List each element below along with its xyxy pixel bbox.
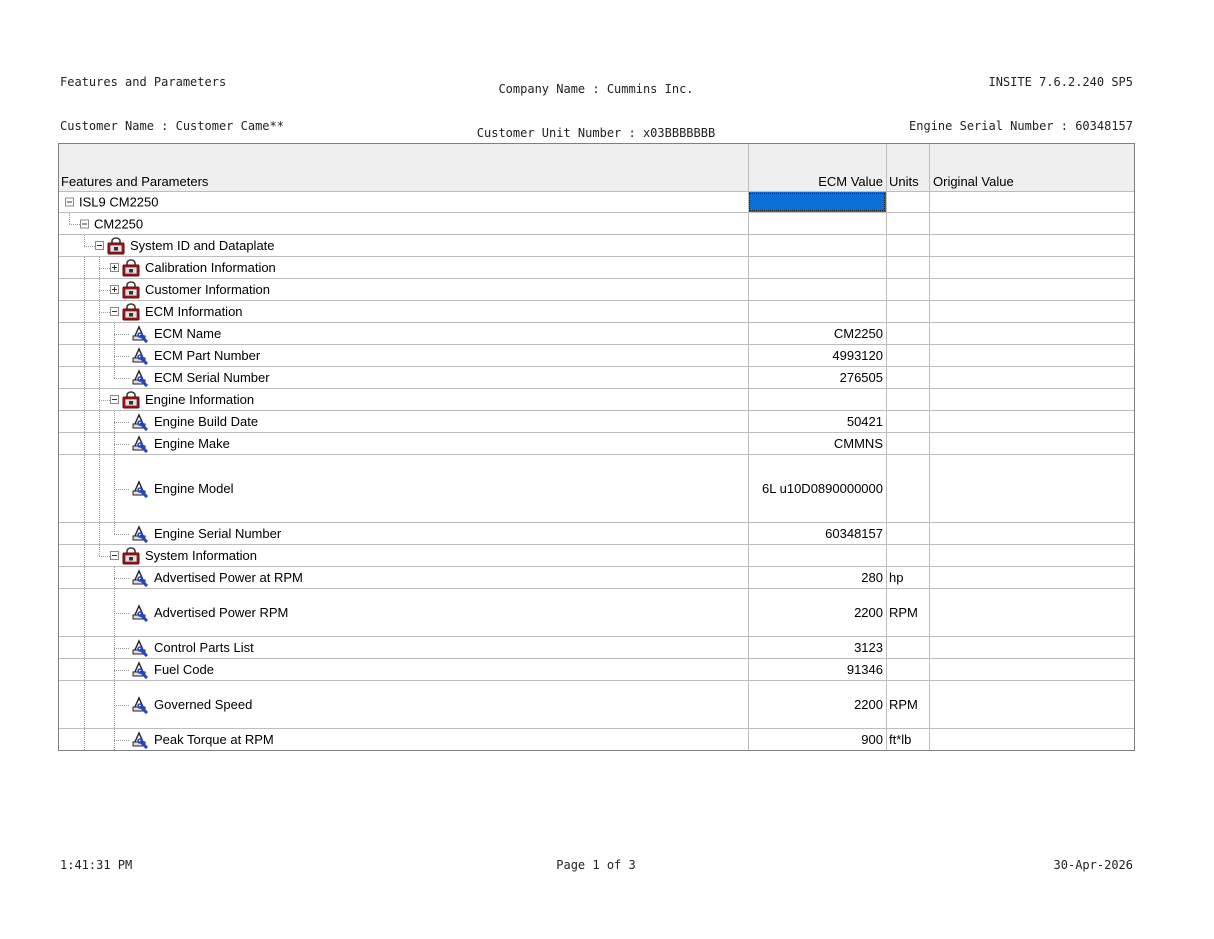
tree-cell[interactable] <box>59 545 748 566</box>
tree-cell[interactable] <box>59 192 748 212</box>
tree-branch-line <box>114 637 115 658</box>
tree-guide-line <box>99 433 100 454</box>
tree-cell[interactable] <box>59 659 748 680</box>
footer-time: 1:41:31 PM <box>60 858 133 872</box>
tree-cell[interactable] <box>59 367 748 388</box>
tree-connector-line <box>69 224 80 225</box>
parameter-wrench-icon <box>131 731 149 749</box>
tree-guide-line <box>114 681 115 728</box>
customer-unit-number: Customer Unit Number : x03BBBBBBB <box>476 125 716 140</box>
ecm-value-cell[interactable] <box>748 257 886 278</box>
parameter-wrench-icon <box>131 604 149 622</box>
tree-branch-line <box>99 279 100 300</box>
tree-guide-line <box>99 323 100 344</box>
units-cell <box>886 192 929 212</box>
table-row[interactable] <box>59 728 1134 750</box>
table-header-row <box>59 144 1134 191</box>
tree-guide-line <box>84 523 85 544</box>
tree-node-label: Governed Speed <box>154 697 253 712</box>
original-value-cell <box>929 545 1134 566</box>
tree-branch-line <box>114 345 115 366</box>
tree-guide-line <box>84 367 85 388</box>
original-value-cell <box>929 323 1134 344</box>
original-value-cell <box>929 235 1134 256</box>
original-value-cell <box>929 523 1134 544</box>
ecm-value-cell[interactable] <box>748 301 886 322</box>
ecm-value-cell[interactable]: 50421 <box>748 411 886 432</box>
customer-name: Customer Name : Customer Came** <box>60 118 284 133</box>
table-row[interactable] <box>59 212 1134 234</box>
ecm-value-cell[interactable]: 3123 <box>748 637 886 658</box>
tree-node-label: Peak Torque at RPM <box>154 732 274 747</box>
tree-node-label: Calibration Information <box>145 260 276 275</box>
units-cell <box>886 213 929 234</box>
parameter-wrench-icon <box>131 569 149 587</box>
table-row[interactable] <box>59 191 1134 212</box>
tree-node-label: System Information <box>145 548 257 563</box>
tree-guides <box>59 192 748 212</box>
tree-guide-line <box>84 637 85 658</box>
tree-branch-line <box>114 659 115 680</box>
tree-node-engine-build-date[interactable] <box>131 413 258 431</box>
units-cell <box>886 545 929 566</box>
original-value-cell <box>929 411 1134 432</box>
tree-connector-line <box>84 246 95 247</box>
tree-connector-line <box>114 613 129 614</box>
tree-guide-line <box>114 729 115 750</box>
tree-branch-line <box>99 301 100 322</box>
footer-date: 30-Apr-2026 <box>1053 858 1133 872</box>
table-row[interactable] <box>59 344 1134 366</box>
tree-connector-line <box>114 705 129 706</box>
tree-node-label: ECM Name <box>154 326 222 341</box>
tree-node-fuel-code[interactable] <box>131 661 214 679</box>
ecm-value-cell[interactable]: 60348157 <box>748 523 886 544</box>
tree-guide-line <box>84 589 85 636</box>
tree-guide-line <box>99 367 100 388</box>
tree-node-system-information[interactable] <box>110 547 257 565</box>
original-value-cell <box>929 257 1134 278</box>
tree-cell[interactable] <box>59 323 748 344</box>
tree-node-advertised-power-rpm[interactable] <box>131 604 288 622</box>
tree-cell[interactable] <box>59 389 748 410</box>
tree-branch-line <box>114 729 115 740</box>
tree-branch-line <box>84 235 85 246</box>
tree-guide-line <box>84 433 85 454</box>
tree-node-control-parts-list[interactable] <box>131 639 254 657</box>
tree-branch-line <box>114 523 115 534</box>
tree-guide-line <box>99 455 100 522</box>
original-value-cell <box>929 681 1134 728</box>
tree-branch-line <box>114 411 115 432</box>
company-name: Company Name : Cummins Inc. <box>498 82 694 96</box>
units-cell <box>886 323 929 344</box>
tree-node-engine-model[interactable] <box>131 480 234 498</box>
units-cell <box>886 367 929 388</box>
tree-branch-line <box>69 213 70 224</box>
tree-node-label: Customer Information <box>145 282 270 297</box>
locked-folder-icon <box>122 547 140 565</box>
units-cell <box>886 345 929 366</box>
tree-branch-line <box>114 681 115 728</box>
parameter-wrench-icon <box>131 480 149 498</box>
tree-node-label: Advertised Power at RPM <box>154 570 303 585</box>
tree-guide-line <box>99 411 100 432</box>
insite-version: INSITE 7.6.2.240 SP5 <box>988 75 1133 89</box>
tree-connector-line <box>114 356 129 357</box>
tree-connector-line <box>99 268 110 269</box>
tree-connector-line <box>114 334 129 335</box>
tree-guide-line <box>99 523 100 544</box>
ecm-value-cell[interactable]: 2200 <box>748 681 886 728</box>
report-title: Features and Parameters <box>60 75 227 89</box>
tree-guide-line <box>114 567 115 588</box>
units-cell <box>886 637 929 658</box>
ecm-value-cell[interactable] <box>748 279 886 300</box>
tree-guide-line <box>99 345 100 366</box>
tree-guide-line <box>114 637 115 658</box>
ecm-value-cell[interactable]: 6L u10D0890000000 <box>748 455 886 522</box>
parameters-table <box>58 143 1135 751</box>
collapse-toggle-icon[interactable] <box>95 241 104 250</box>
tree-cell[interactable] <box>59 681 748 728</box>
column-header-ecm-value[interactable]: ECM Value <box>748 144 886 191</box>
tree-node-isl9-cm2250[interactable] <box>65 195 159 210</box>
parameter-wrench-icon <box>131 639 149 657</box>
table-row[interactable] <box>59 544 1134 566</box>
tree-cell[interactable] <box>59 523 748 544</box>
tree-node-label: System ID and Dataplate <box>130 238 275 253</box>
ecm-value-cell[interactable] <box>748 235 886 256</box>
parameter-wrench-icon <box>131 325 149 343</box>
tree-node-cm2250[interactable] <box>80 216 143 231</box>
locked-folder-icon <box>122 259 140 277</box>
footer-page-number: Page 1 of 3 <box>556 858 636 872</box>
tree-node-engine-make[interactable] <box>131 435 230 453</box>
table-row[interactable] <box>59 388 1134 410</box>
tree-cell[interactable] <box>59 455 748 522</box>
units-cell <box>886 455 929 522</box>
tree-connector-line <box>99 290 110 291</box>
table-row[interactable] <box>59 566 1134 588</box>
table-row[interactable] <box>59 454 1134 522</box>
tree-cell[interactable] <box>59 589 748 636</box>
tree-node-label: Engine Make <box>154 436 230 451</box>
units-cell: hp <box>886 567 929 588</box>
units-cell <box>886 659 929 680</box>
tree-guide-line <box>84 257 85 278</box>
locked-folder-icon <box>122 281 140 299</box>
tree-node-label: ISL9 CM2250 <box>79 194 159 210</box>
tree-guide-line <box>84 681 85 728</box>
units-cell <box>886 257 929 278</box>
ecm-value-cell[interactable]: CMMNS <box>748 433 886 454</box>
tree-node-label: Advertised Power RPM <box>154 605 289 620</box>
original-value-cell <box>929 637 1134 658</box>
tree-connector-line <box>99 312 110 313</box>
table-row[interactable] <box>59 410 1134 432</box>
tree-connector-line <box>114 670 129 671</box>
tree-guide-line <box>84 455 85 522</box>
original-value-cell <box>929 279 1134 300</box>
tree-node-label: ECM Information <box>145 304 243 319</box>
parameter-wrench-icon <box>131 525 149 543</box>
tree-guide-line <box>84 301 85 322</box>
table-row[interactable] <box>59 366 1134 388</box>
tree-cell[interactable] <box>59 257 748 278</box>
original-value-cell <box>929 367 1134 388</box>
tree-node-label: CM2250 <box>94 216 144 231</box>
parameter-wrench-icon <box>131 347 149 365</box>
ecm-value-cell[interactable]: 900 <box>748 729 886 750</box>
tree-cell[interactable] <box>59 433 748 454</box>
collapse-toggle-icon[interactable] <box>110 395 119 404</box>
expand-toggle-icon[interactable] <box>110 263 119 272</box>
tree-node-system-id-and-dataplate[interactable] <box>95 237 275 255</box>
table-row[interactable] <box>59 432 1134 454</box>
tree-node-engine-serial-number[interactable] <box>131 525 281 543</box>
ecm-value-cell[interactable] <box>748 213 886 234</box>
tree-branch-line <box>114 589 115 636</box>
original-value-cell <box>929 567 1134 588</box>
units-cell: ft*lb <box>886 729 929 750</box>
collapse-toggle-icon[interactable] <box>110 307 119 316</box>
units-cell <box>886 279 929 300</box>
original-value-cell <box>929 389 1134 410</box>
tree-branch-line <box>99 545 100 556</box>
tree-connector-line <box>114 444 129 445</box>
tree-guide-line <box>114 589 115 636</box>
tree-node-label: Fuel Code <box>154 662 214 677</box>
tree-guides <box>59 213 748 234</box>
parameter-wrench-icon <box>131 369 149 387</box>
tree-guide-line <box>84 567 85 588</box>
tree-cell[interactable] <box>59 729 748 750</box>
tree-branch-line <box>114 567 115 588</box>
tree-connector-line <box>114 534 129 535</box>
parameter-wrench-icon <box>131 435 149 453</box>
units-cell <box>886 411 929 432</box>
collapse-toggle-icon[interactable] <box>65 198 74 207</box>
table-row[interactable] <box>59 278 1134 300</box>
units-cell <box>886 235 929 256</box>
original-value-cell <box>929 659 1134 680</box>
tree-branch-line <box>99 389 100 410</box>
tree-guide-line <box>84 389 85 410</box>
tree-connector-line <box>114 578 129 579</box>
original-value-cell <box>929 729 1134 750</box>
parameter-wrench-icon <box>131 413 149 431</box>
units-cell <box>886 389 929 410</box>
tree-node-label: Engine Information <box>145 392 255 407</box>
tree-connector-line <box>99 400 110 401</box>
units-cell: RPM <box>886 589 929 636</box>
column-header-original-value[interactable]: Original Value <box>929 144 1134 191</box>
tree-node-ecm-information[interactable] <box>110 303 243 321</box>
tree-node-label: Engine Build Date <box>154 414 259 429</box>
tree-cell[interactable] <box>59 279 748 300</box>
table-row[interactable] <box>59 680 1134 728</box>
tree-branch-line <box>114 323 115 344</box>
tree-cell[interactable] <box>59 301 748 322</box>
column-header-features[interactable]: Features and Parameters <box>61 174 209 189</box>
tree-connector-line <box>114 422 129 423</box>
table-row[interactable] <box>59 322 1134 344</box>
original-value-cell <box>929 192 1134 212</box>
original-value-cell <box>929 301 1134 322</box>
units-cell <box>886 301 929 322</box>
engine-serial-number: Engine Serial Number : 60348157 <box>909 118 1133 133</box>
tree-guide-line <box>114 659 115 680</box>
parameter-wrench-icon <box>131 661 149 679</box>
tree-branch-line <box>114 433 115 454</box>
locked-folder-icon <box>122 391 140 409</box>
tree-guide-line <box>84 345 85 366</box>
original-value-cell <box>929 589 1134 636</box>
table-row[interactable] <box>59 256 1134 278</box>
tree-node-label: Engine Serial Number <box>154 526 282 541</box>
header-center <box>400 53 792 155</box>
tree-guide-line <box>84 411 85 432</box>
tree-node-ecm-name[interactable] <box>131 325 221 343</box>
tree-guide-line <box>84 659 85 680</box>
original-value-cell <box>929 345 1134 366</box>
original-value-cell <box>929 213 1134 234</box>
tree-node-label: Control Parts List <box>154 640 254 655</box>
tree-guide-line <box>84 729 85 750</box>
tree-connector-line <box>114 740 129 741</box>
tree-cell[interactable] <box>59 213 748 234</box>
tree-connector-line <box>114 378 129 379</box>
table-row[interactable] <box>59 522 1134 544</box>
tree-node-label: ECM Serial Number <box>154 370 270 385</box>
tree-node-ecm-serial-number[interactable] <box>131 369 270 387</box>
original-value-cell <box>929 433 1134 454</box>
table-row[interactable] <box>59 300 1134 322</box>
ecm-value-cell[interactable]: 280 <box>748 567 886 588</box>
tree-branch-line <box>99 257 100 278</box>
collapse-toggle-icon[interactable] <box>80 219 89 228</box>
tree-node-calibration-information[interactable] <box>110 259 276 277</box>
ecm-value-cell[interactable] <box>748 389 886 410</box>
selected-value-cell[interactable] <box>748 192 886 212</box>
tree-guide-line <box>84 545 85 566</box>
expand-toggle-icon[interactable] <box>110 285 119 294</box>
tree-node-governed-speed[interactable] <box>131 696 252 714</box>
table-row[interactable] <box>59 658 1134 680</box>
tree-node-advertised-power-at-rpm[interactable] <box>131 569 303 587</box>
tree-node-label: ECM Part Number <box>154 348 261 363</box>
tree-branch-line <box>114 455 115 522</box>
tree-connector-line <box>114 489 129 490</box>
ecm-value-cell[interactable]: 4993120 <box>748 345 886 366</box>
tree-cell[interactable] <box>59 567 748 588</box>
units-cell <box>886 523 929 544</box>
ecm-value-cell[interactable]: 91346 <box>748 659 886 680</box>
ecm-value-cell[interactable]: 276505 <box>748 367 886 388</box>
tree-node-engine-information[interactable] <box>110 391 254 409</box>
tree-cell[interactable] <box>59 637 748 658</box>
parameter-wrench-icon <box>131 696 149 714</box>
tree-cell[interactable] <box>59 411 748 432</box>
units-cell <box>886 433 929 454</box>
table-row[interactable] <box>59 636 1134 658</box>
collapse-toggle-icon[interactable] <box>110 551 119 560</box>
tree-node-peak-torque-at-rpm[interactable] <box>131 731 274 749</box>
tree-node-customer-information[interactable] <box>110 281 270 299</box>
table-row[interactable] <box>59 588 1134 636</box>
ecm-value-cell[interactable]: CM2250 <box>748 323 886 344</box>
tree-connector-line <box>99 556 110 557</box>
table-row[interactable] <box>59 234 1134 256</box>
tree-guide-line <box>84 323 85 344</box>
units-cell: RPM <box>886 681 929 728</box>
tree-connector-line <box>114 648 129 649</box>
locked-folder-icon <box>122 303 140 321</box>
tree-branch-line <box>114 367 115 378</box>
tree-cell[interactable] <box>59 345 748 366</box>
tree-node-ecm-part-number[interactable] <box>131 347 260 365</box>
original-value-cell <box>929 455 1134 522</box>
ecm-value-cell[interactable] <box>748 545 886 566</box>
tree-node-label: Engine Model <box>154 481 234 496</box>
column-header-units[interactable]: Units <box>886 144 929 191</box>
tree-guide-line <box>84 279 85 300</box>
locked-folder-icon <box>107 237 125 255</box>
tree-cell[interactable] <box>59 235 748 256</box>
ecm-value-cell[interactable]: 2200 <box>748 589 886 636</box>
